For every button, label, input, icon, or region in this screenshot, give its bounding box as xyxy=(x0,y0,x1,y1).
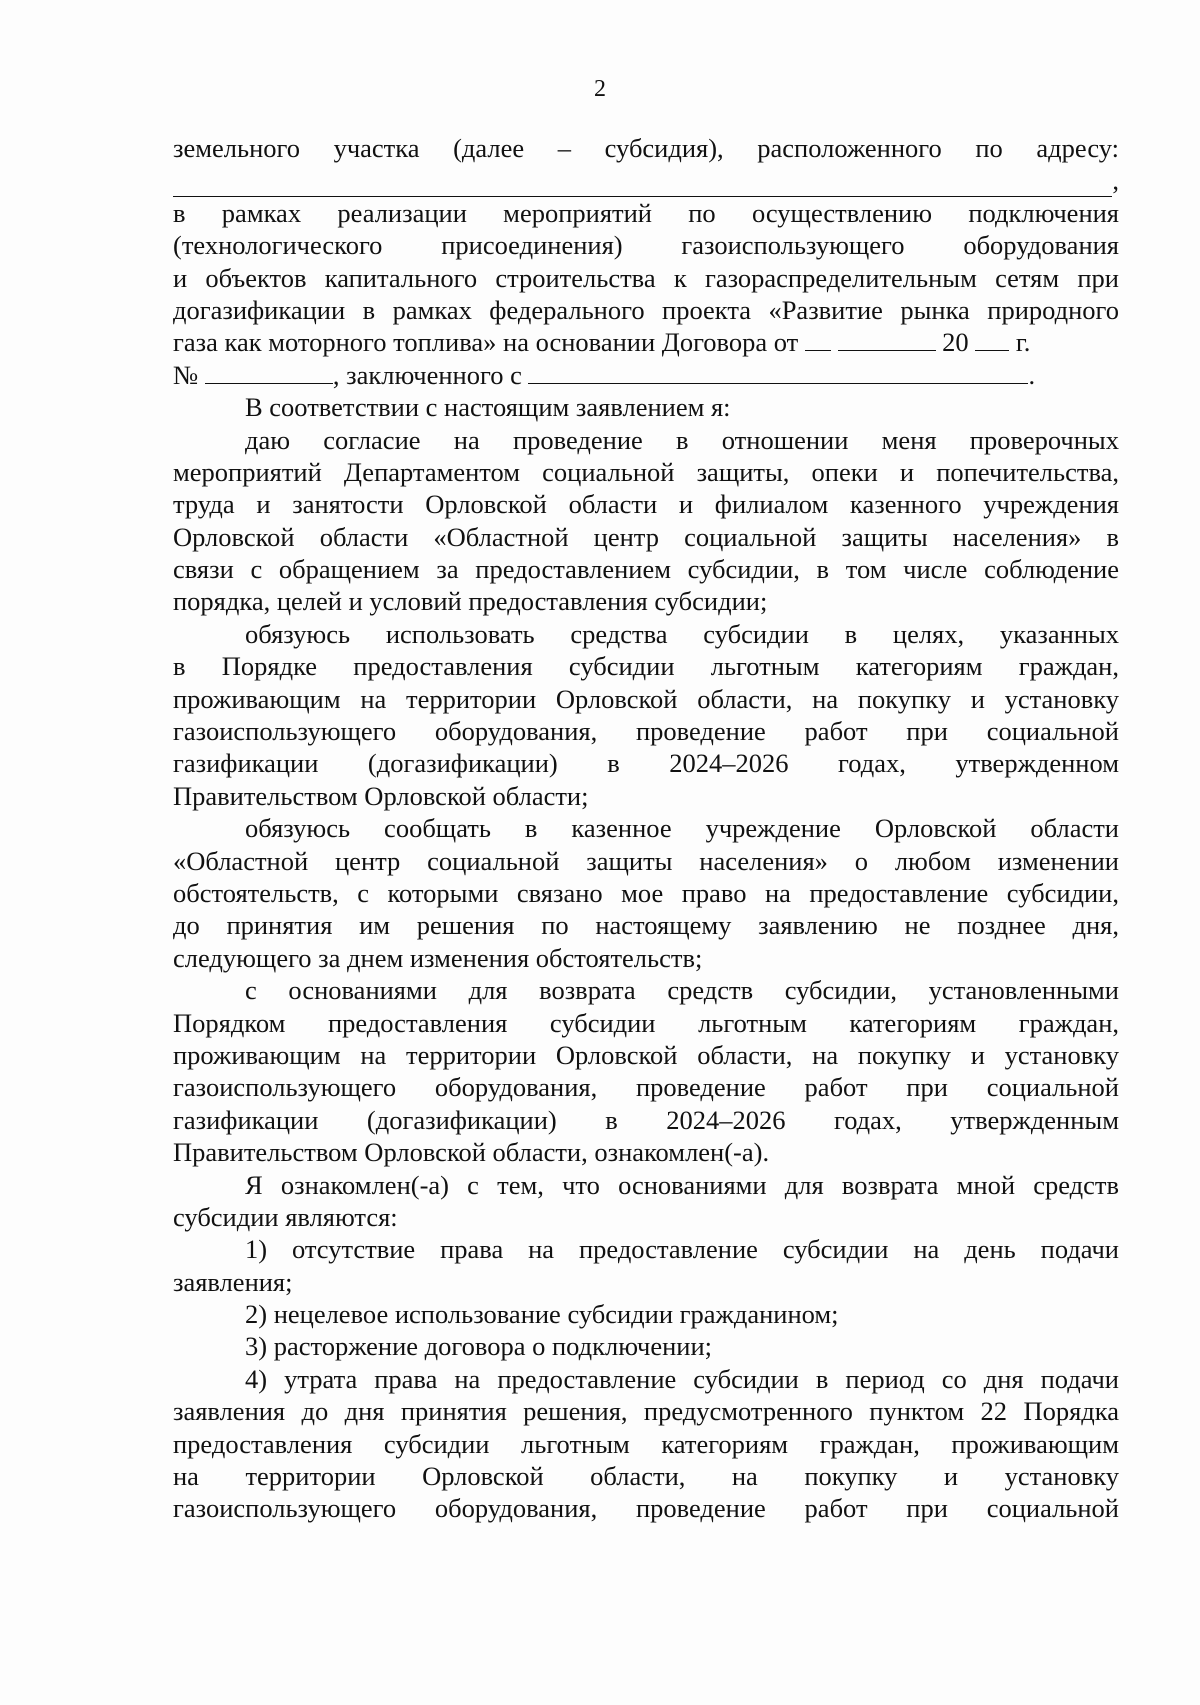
text-line: газификации (догазификации) в 2024–2026 годах, утвержденном xyxy=(173,748,1119,779)
text-line: 3) расторжение договора о подключении; xyxy=(245,1331,712,1362)
text-line: труда и занятости Орловской области и филиалом казенного учреждения xyxy=(173,489,1119,520)
text-fragment: газа как моторного топлива» на основании Договора от xyxy=(173,327,799,358)
text-line: мероприятий Департаментом социальной защиты, опеки и попечительства, xyxy=(173,456,1119,487)
text-line: земельного участка (далее – субсидия), расположенного по адресу: xyxy=(173,133,1119,163)
text-line: «Областной центр социальной защиты населения» о любом изменении xyxy=(173,845,1119,876)
contract-number-line xyxy=(173,359,1119,391)
text-line: порядка, целей и условий предоставления субсидии; xyxy=(173,586,768,617)
text-line: Правительством Орловской области, ознакомлен(-а). xyxy=(173,1137,770,1168)
text-line: до принятия им решения по настоящему заявлению не позднее дня, xyxy=(173,910,1119,941)
contract-number-blank xyxy=(205,361,333,384)
text-line: обстоятельств, с которыми связано мое право на предоставление субсидии, xyxy=(173,877,1119,908)
text-line: 1) отсутствие права на предоставление субсидии на день подачи xyxy=(245,1234,1119,1265)
text-line: догазификации в рамках федерального проекта «Развитие рынка природного xyxy=(173,294,1119,325)
text-line: следующего за днем изменения обстоятельств; xyxy=(173,942,703,973)
text-line: в Порядке предоставления субсидии льготным категориям граждан, xyxy=(173,651,1119,682)
text-line: проживающим на территории Орловской области, на покупку и установку xyxy=(173,1039,1119,1070)
text-line: заявления до дня принятия решения, предусмотренного пунктом 22 Порядка xyxy=(173,1396,1119,1427)
text-line: газоиспользующего оборудования, проведение работ при социальной xyxy=(173,1493,1119,1524)
text-line: газификации (догазификации) в 2024–2026 годах, утвержденным xyxy=(173,1104,1119,1135)
text-line: связи с обращением за предоставлением субсидии, в том числе соблюдение xyxy=(173,554,1119,585)
text-fragment: № xyxy=(173,359,199,390)
text-line: с основаниями для возврата средств субсидии, установленными xyxy=(245,975,1119,1006)
text-fragment: . xyxy=(1028,359,1036,390)
text-line: газоиспользующего оборудования, проведение работ при социальной xyxy=(173,1072,1119,1103)
text-line: Порядком предоставления субсидии льготным категориям граждан, xyxy=(173,1007,1119,1038)
document-body xyxy=(173,132,1119,1525)
contract-day-blank xyxy=(805,328,831,351)
page-number: 2 xyxy=(594,76,606,102)
text-line: субсидии являются: xyxy=(173,1201,398,1232)
text-line: заявления; xyxy=(173,1266,293,1297)
text-line: (технологического присоединения) газоиспользующего оборудования xyxy=(173,230,1119,261)
address-blank-field xyxy=(173,174,1112,197)
contract-year-blank xyxy=(975,328,1009,351)
text-line: проживающим на территории Орловской области, на покупку и установку xyxy=(173,683,1119,714)
text-line: Орловской области «Областной центр социальной защиты населения» в xyxy=(173,521,1119,552)
text-line: и объектов капитального строительства к газораспределительным сетям при xyxy=(173,262,1119,293)
contract-date-line xyxy=(173,326,1119,358)
text-line: в рамках реализации мероприятий по осуществлению подключения xyxy=(173,197,1119,228)
contract-party-blank xyxy=(528,361,1028,384)
text-line: предоставления субсидии льготным категориям граждан, проживающим xyxy=(173,1428,1119,1459)
text-line: В соответствии с настоящим заявлением я: xyxy=(245,392,731,423)
text-fragment: 20 xyxy=(942,327,969,358)
text-line: на территории Орловской области, на покупку и установку xyxy=(173,1461,1119,1492)
text-line: даю согласие на проведение в отношении меня проверочных xyxy=(245,424,1119,455)
text-fragment: г. xyxy=(1015,327,1031,358)
text-line: газоиспользующего оборудования, проведение работ при социальной xyxy=(173,716,1119,747)
text-fragment: , заключенного с xyxy=(332,359,522,390)
text-line: обязуюсь использовать средства субсидии в целях, указанных xyxy=(245,618,1119,649)
contract-month-blank xyxy=(838,328,936,351)
text-line: 4) утрата права на предоставление субсидии в период со дня подачи xyxy=(245,1363,1119,1394)
text-fragment: , xyxy=(1112,165,1119,196)
text-line: Я ознакомлен(-а) с тем, что основаниями для возврата мной средств xyxy=(245,1169,1119,1200)
text-line: Правительством Орловской области; xyxy=(173,780,589,811)
address-blank-line xyxy=(173,164,1119,196)
text-line: 2) нецелевое использование субсидии гражданином; xyxy=(245,1299,839,1330)
text-line: обязуюсь сообщать в казенное учреждение Орловской области xyxy=(245,813,1119,844)
